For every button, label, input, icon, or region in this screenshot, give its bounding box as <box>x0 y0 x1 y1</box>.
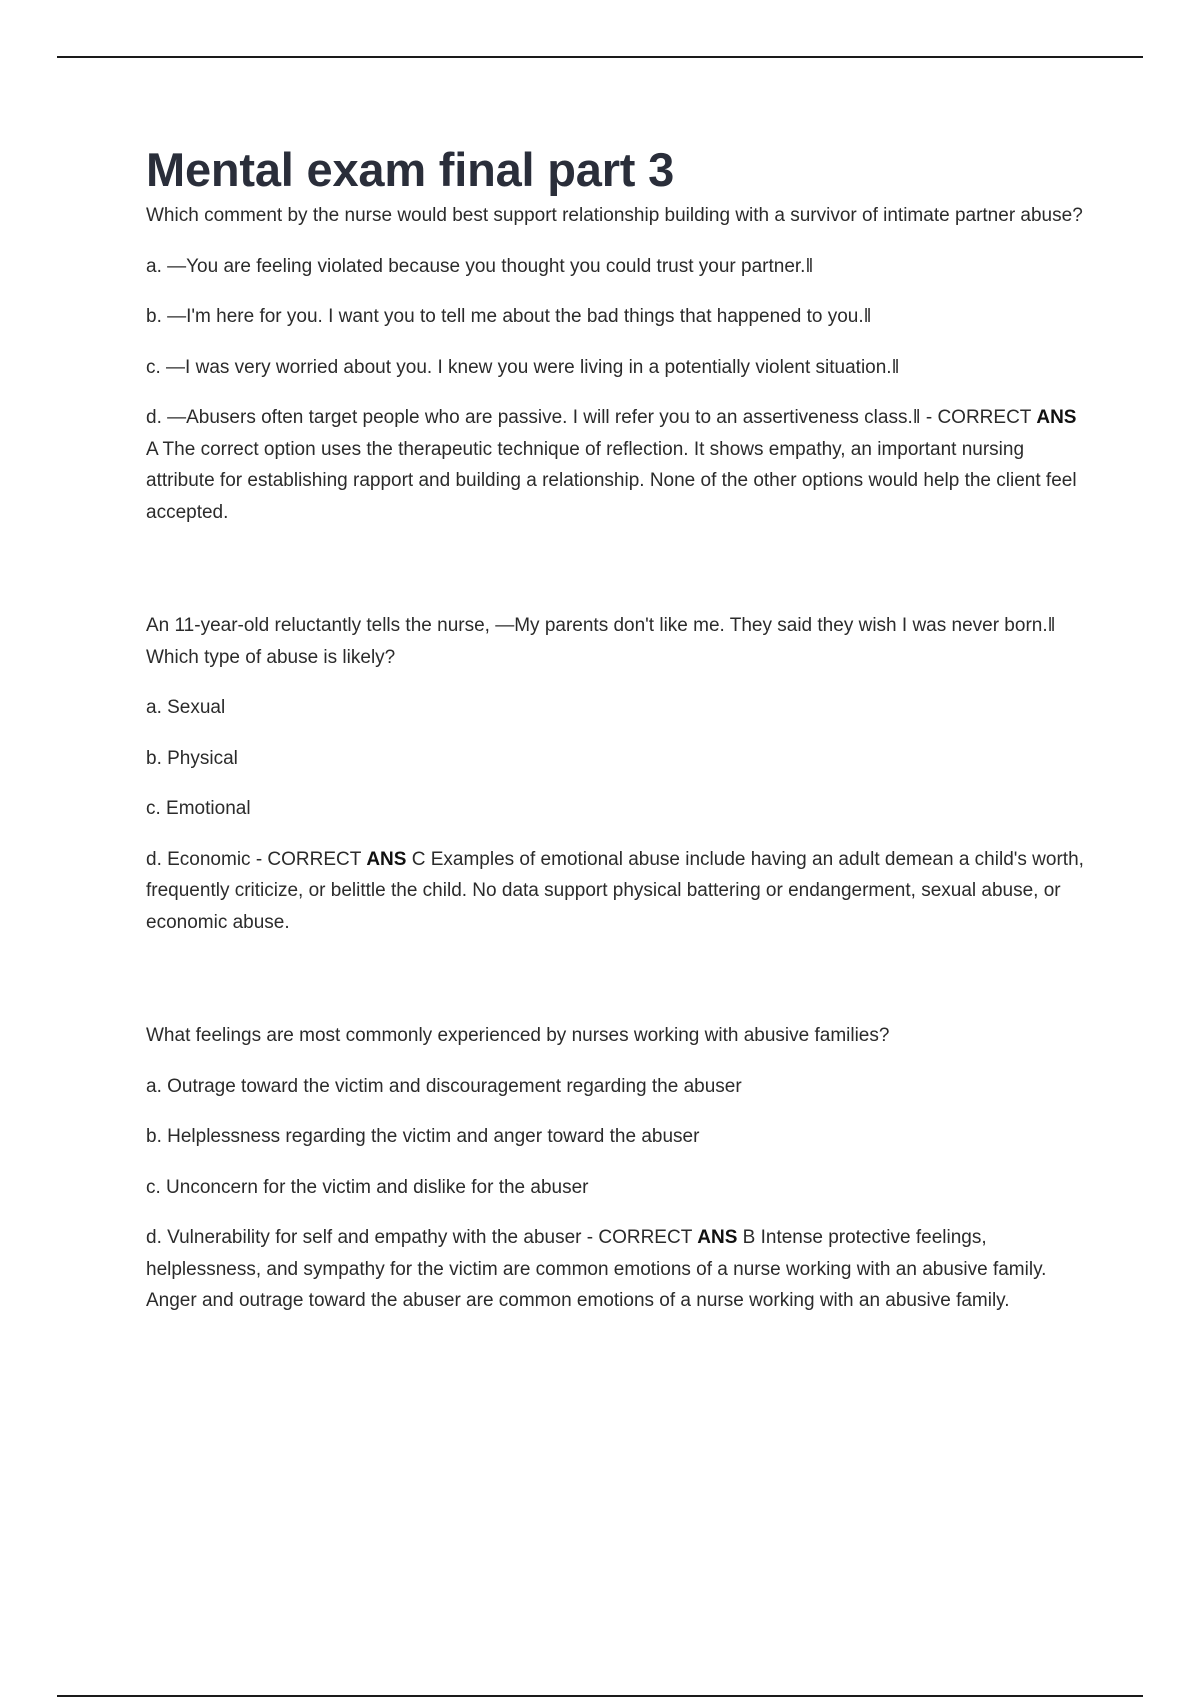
option-b: b. ―I'm here for you. I want you to tell me about the bad things that happened to you.‖ <box>146 306 872 327</box>
footer-rule <box>57 1695 1143 1697</box>
option-a: a. ―You are feeling violated because you thought you could trust your partner.‖ <box>146 255 814 277</box>
answer-explanation: A The correct option uses the therapeutic technique of reflection. It shows empathy, an important nursing attribute for establishing rapport and building a relationship. None of the other options would help the client feel accepted. <box>146 438 1077 523</box>
question-3 <box>146 1020 1086 1317</box>
option-d: d. ―Abusers often target people who are passive. I will refer you to an assertiveness class.‖ - CORRECT <box>146 407 1032 428</box>
question-1 <box>146 200 1086 528</box>
answer-explanation: C Examples of emotional abuse include having an adult demean a child's worth, frequently criticize, or belittle the child. No data support physical battering or endangerment, sexual abuse, or economic abuse. <box>146 848 1084 933</box>
question-stem: An 11-year-old reluctantly tells the nurse, ―My parents don't like me. They said they wish I was never born.‖ Which type of abuse is likely? <box>146 615 1056 668</box>
option-a: a. Outrage toward the victim and discouragement regarding the abuser <box>146 1075 742 1097</box>
option-b: b. Physical <box>146 747 238 769</box>
option-a: a. Sexual <box>146 697 226 718</box>
question-2 <box>146 610 1086 938</box>
document-body <box>146 142 1086 1336</box>
option-d: d. Economic - CORRECT <box>146 848 362 870</box>
question-stem: Which comment by the nurse would best support relationship building with a survivor of intimate partner abuse? <box>146 205 1083 226</box>
option-d-with-answer <box>146 402 1086 528</box>
header-rule <box>57 56 1143 58</box>
option-c: c. Emotional <box>146 798 251 819</box>
answer-label: ANS <box>697 1227 738 1248</box>
page-title: Mental exam final part 3 <box>146 143 675 196</box>
option-c: c. ―I was very worried about you. I knew you were living in a potentially violent situation.‖ <box>146 356 900 378</box>
option-d-with-answer <box>146 844 1086 939</box>
option-c: c. Unconcern for the victim and dislike for the abuser <box>146 1176 589 1198</box>
option-d: d. Vulnerability for self and empathy with the abuser - CORRECT <box>146 1227 692 1248</box>
question-stem: What feelings are most commonly experienced by nurses working with abusive families? <box>146 1025 890 1046</box>
answer-label: ANS <box>1036 407 1077 428</box>
answer-label: ANS <box>366 848 407 870</box>
option-d-with-answer <box>146 1222 1086 1317</box>
answer-explanation: B Intense protective feelings, helplessness, and sympathy for the victim are common emotions of a nurse working with an abusive family. Anger and outrage toward the abuser are common emotions of a nurse working with an abusive family. <box>146 1227 1047 1311</box>
option-b: b. Helplessness regarding the victim and anger toward the abuser <box>146 1126 700 1147</box>
